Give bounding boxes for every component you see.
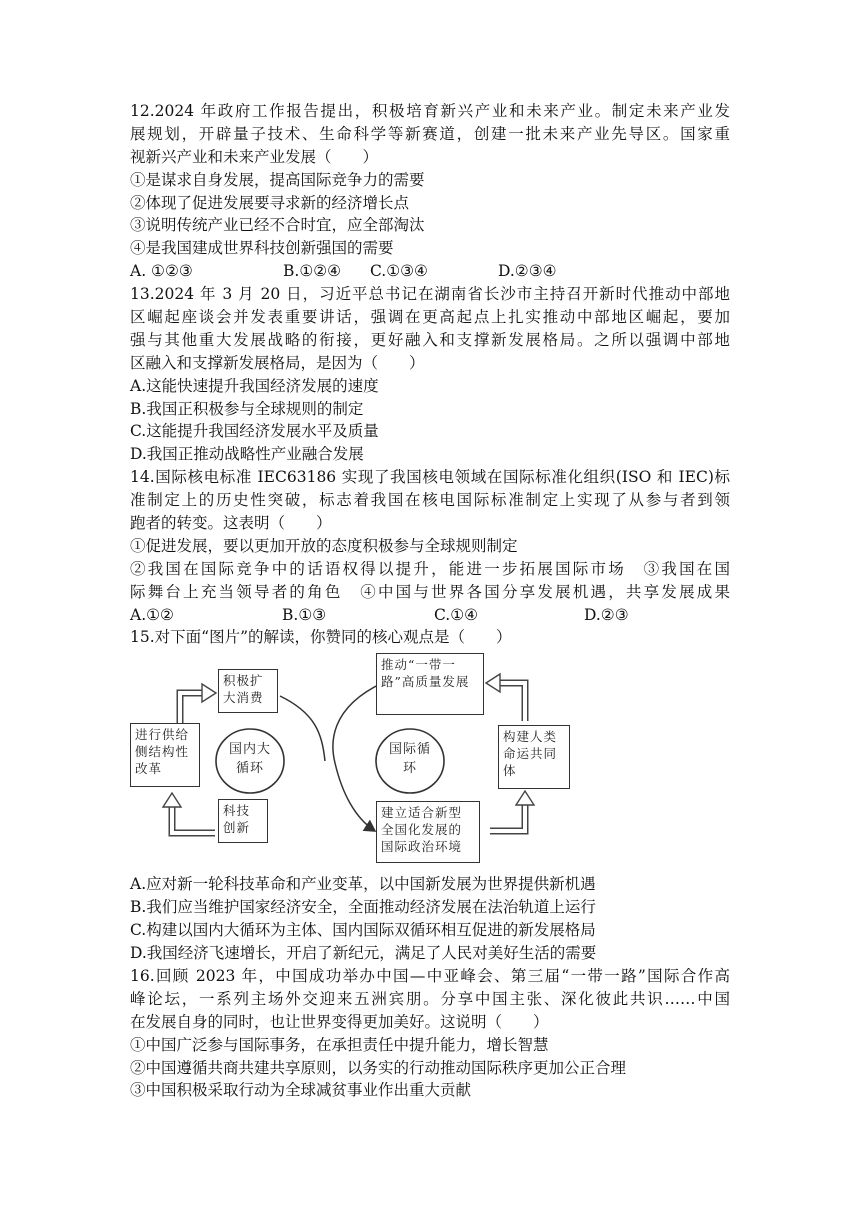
belt-road-box: 推动“一带一路”高质量发展 — [376, 653, 484, 715]
dual-circulation-diagram — [130, 653, 730, 867]
question-12-stem-line: 视新兴产业和未来产业发展（ ） — [130, 147, 379, 166]
question-14-item: 际舞台上充当领导者的角色 ④中国与世界各国分享发展机遇，共享发展成果 — [130, 582, 730, 601]
question-16-item: ②中国遵循共商共建共享原则，以务实的行动推动国际秩序更加公正合理 — [130, 1058, 627, 1077]
question-14-options — [130, 604, 730, 627]
option-a[interactable]: A. ①②③ — [130, 262, 193, 281]
question-15 — [130, 626, 730, 964]
question-16-stem-line: 在发展自身的同时，也让世界变得更加美好。这说明（ ） — [130, 1012, 549, 1031]
option-c[interactable]: C.这能提升我国经济发展水平及质量 — [130, 422, 379, 441]
question-13 — [130, 283, 730, 466]
expand-consumption-box: 积极扩大消费 — [218, 669, 278, 713]
question-12-stem-line: 12.2024 年政府工作报告提出，积极培育新兴产业和未来产业。制定未来产业发 — [130, 102, 730, 120]
question-12-item: ④是我国建成世界科技创新强国的需要 — [130, 239, 394, 258]
option-d[interactable]: D.②③④ — [498, 262, 557, 281]
question-16 — [130, 965, 730, 1102]
political-environment-box: 建立适合新型全国化发展的国际政治环境 — [376, 801, 480, 863]
hollow-arrow-bottom-left — [172, 805, 215, 833]
question-12 — [130, 100, 730, 283]
option-a[interactable]: A.应对新一轮科技革命和产业变革，以中国新发展为世界提供新机遇 — [130, 875, 596, 894]
community-box: 构建人类命运共同体 — [498, 725, 570, 789]
question-13-stem-line: 13.2024 年 3 月 20 日，习近平总书记在湖南省长沙市主持召开新时代推动中部地 — [130, 285, 730, 304]
question-14-item: ①促进发展，要以更加开放的态度积极参与全球规则制定 — [130, 536, 518, 555]
option-b[interactable]: B.我们应当维护国家经济安全，全面推动经济发展在法治轨道上运行 — [130, 898, 596, 917]
question-12-item: ①是谋求自身发展，提高国际竞争力的需要 — [130, 170, 425, 189]
hollow-arrow-top-left — [180, 693, 205, 723]
question-15-stem: 15.对下面“图片”的解读，你赞同的核心观点是（ ） — [130, 628, 512, 647]
question-14-item: ②我国在国际竞争中的话语权得以提升，能进一步拓展国际市场 ③我国在国 — [130, 559, 730, 578]
question-16-item: ③中国积极采取行动为全球减贫事业作出重大贡献 — [130, 1081, 472, 1100]
hollow-arrow-top-right — [498, 683, 525, 721]
question-12-stem-line: 展规划，开辟量子技术、生命科学等新赛道，创建一批未来产业先导区。国家重 — [130, 124, 730, 143]
curve-line — [280, 696, 325, 761]
question-16-stem-line: 峰论坛，一系列主场外交迎来五洲宾朋。分享中国主张、深化彼此共识……中国 — [130, 989, 730, 1008]
question-14 — [130, 466, 730, 626]
question-13-stem-line: 区崛起座谈会并发表重要讲话，强调在更高起点上扎实推动中部地区崛起，要加 — [130, 308, 730, 327]
question-12-item: ③说明传统产业已经不合时宜，应全部淘汰 — [130, 216, 425, 235]
hollow-arrow-bottom-right — [490, 803, 525, 831]
option-b[interactable]: B.①②④ — [283, 262, 342, 281]
question-14-stem-line: 14.国际核电标准 IEC63186 实现了我国核电领域在国际标准化组织(ISO 和 IEC)标 — [130, 468, 730, 487]
question-12-item: ②体现了促进发展要寻求新的经济增长点 — [130, 193, 410, 212]
option-d[interactable]: D.我国正推动战略性产业融合发展 — [130, 445, 364, 464]
option-b[interactable]: B.①③ — [282, 605, 327, 624]
option-b[interactable]: B.我国正积极参与全球规则的制定 — [130, 399, 364, 418]
option-c[interactable]: C.①③④ — [370, 262, 428, 281]
question-13-stem-line: 区融入和支撑新发展格局，是因为（ ） — [130, 353, 425, 372]
question-16-item: ①中国广泛参与国际事务，在承担责任中提升能力，增长智慧 — [130, 1035, 549, 1054]
international-cycle-label: 国际循环 — [388, 742, 431, 777]
question-14-stem-line: 准制定上的历史性突破，标志着我国在核电国际标准制定上实现了从参与者到领 — [130, 491, 730, 510]
option-a[interactable]: A.①② — [130, 605, 174, 624]
question-16-stem-line: 16.回顾 2023 年，中国成功举办中国—中亚峰会、第三届“一带一路”国际合作高 — [130, 966, 730, 985]
option-a[interactable]: A.这能快速提升我国经济发展的速度 — [130, 376, 379, 395]
domestic-cycle-label: 国内大循环 — [228, 742, 271, 777]
exam-page — [130, 100, 730, 1102]
supply-side-reform-box: 进行供给侧结构性改革 — [130, 723, 200, 787]
tech-innovation-box: 科技创新 — [218, 799, 268, 843]
curve-arrow — [333, 683, 382, 831]
option-c[interactable]: C.构建以国内大循环为主体、国内国际双循环相互促进的新发展格局 — [130, 921, 596, 940]
question-13-stem-line: 强与其他重大发展战略的衔接，更好融入和支撑新发展格局。之所以强调中部地 — [130, 330, 730, 349]
option-d[interactable]: D.我国经济飞速增长，开启了新纪元，满足了人民对美好生活的需要 — [130, 944, 597, 963]
question-14-stem-line: 跑者的转变。这表明（ ） — [130, 514, 332, 533]
option-c[interactable]: C.①④ — [434, 605, 479, 624]
question-12-options — [130, 260, 730, 283]
option-d[interactable]: D.②③ — [584, 605, 629, 624]
